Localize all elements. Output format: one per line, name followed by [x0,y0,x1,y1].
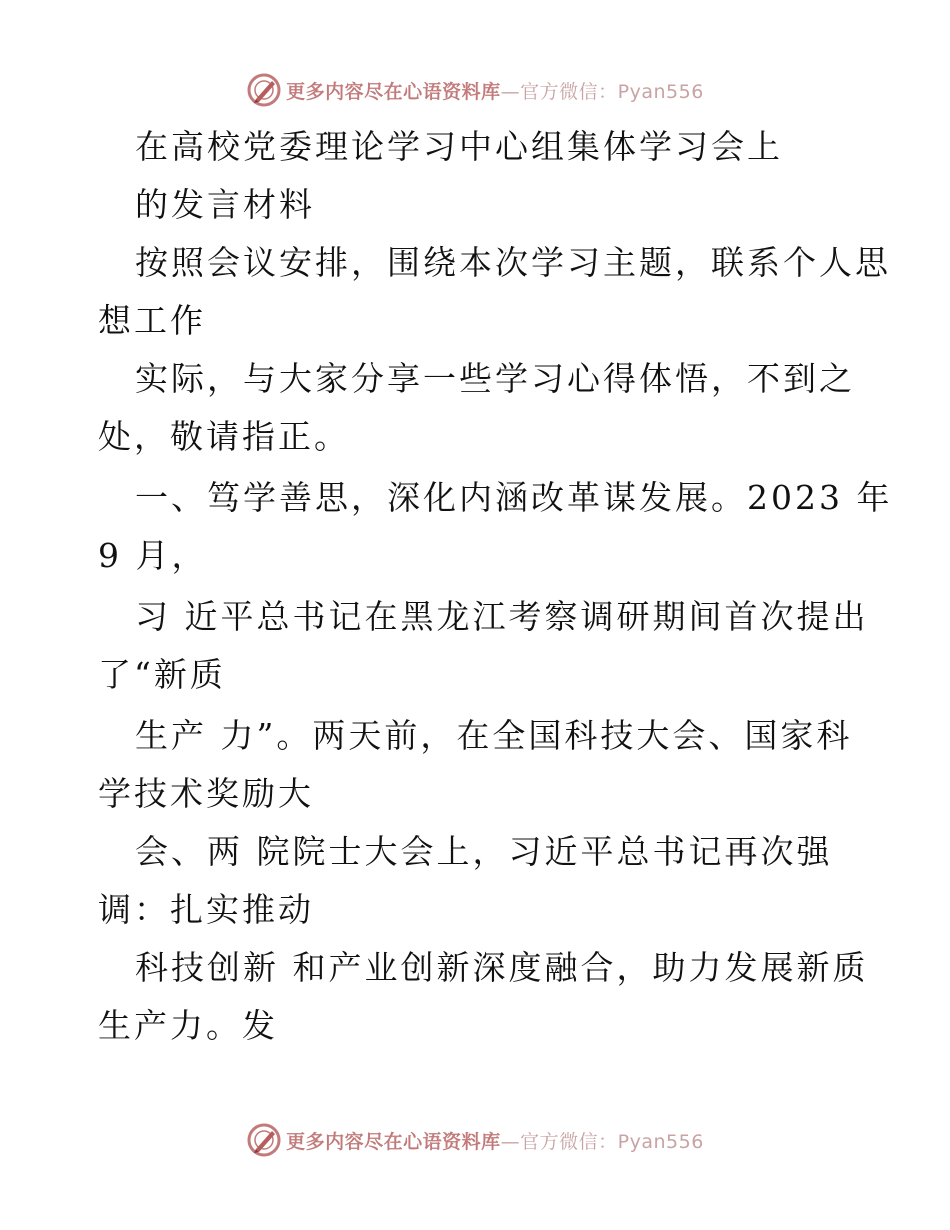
doc-line: 生产 力”。两天前，在全国科技大会、国家科 [135,716,853,755]
watermark-wechat: 官方微信：Pyan556 [520,80,704,103]
pen-circle-logo-icon [246,1122,282,1158]
watermark-brand: 更多内容尽在心语资料库 [286,1130,501,1153]
doc-line: 学技术奖励大 [98,774,314,813]
doc-line: 9 月， [98,536,208,575]
watermark-wechat: 官方微信：Pyan556 [520,1130,704,1153]
doc-line: 处，敬请指正。 [98,417,350,456]
doc-line: 会、两 院院士大会上，习近平总书记再次强 [135,832,833,871]
doc-line: 科技创新 和产业创新深度融合，助力发展新质 [135,948,869,987]
pen-circle-logo-icon [246,72,282,108]
watermark-text [286,77,704,104]
doc-line: 生产力。发 [98,1006,278,1045]
watermark-dash: — [500,80,521,103]
doc-line: 习 近平总书记在黑龙江考察调研期间首次提出 [135,597,869,636]
watermark-dash: — [500,1130,521,1153]
doc-line: 调：扎实推动 [98,890,314,929]
doc-line: 按照会议安排，围绕本次学习主题，联系个人思 [135,243,891,282]
footer-watermark [0,1118,950,1162]
doc-title-line-1: 在高校党委理论学习中心组集体学习会上 [135,127,783,166]
doc-title-line-2: 的发言材料 [135,185,315,224]
watermark-brand: 更多内容尽在心语资料库 [286,80,501,103]
doc-line: 实际，与大家分享一些学习心得体悟，不到之 [135,359,855,398]
header-watermark [0,68,950,112]
doc-line: 了“新质 [98,655,226,694]
watermark-text [286,1127,704,1154]
doc-section-heading: 一、笃学善思，深化内涵改革谋发展。2023 年 [135,478,893,517]
doc-line: 想工作 [98,301,206,340]
